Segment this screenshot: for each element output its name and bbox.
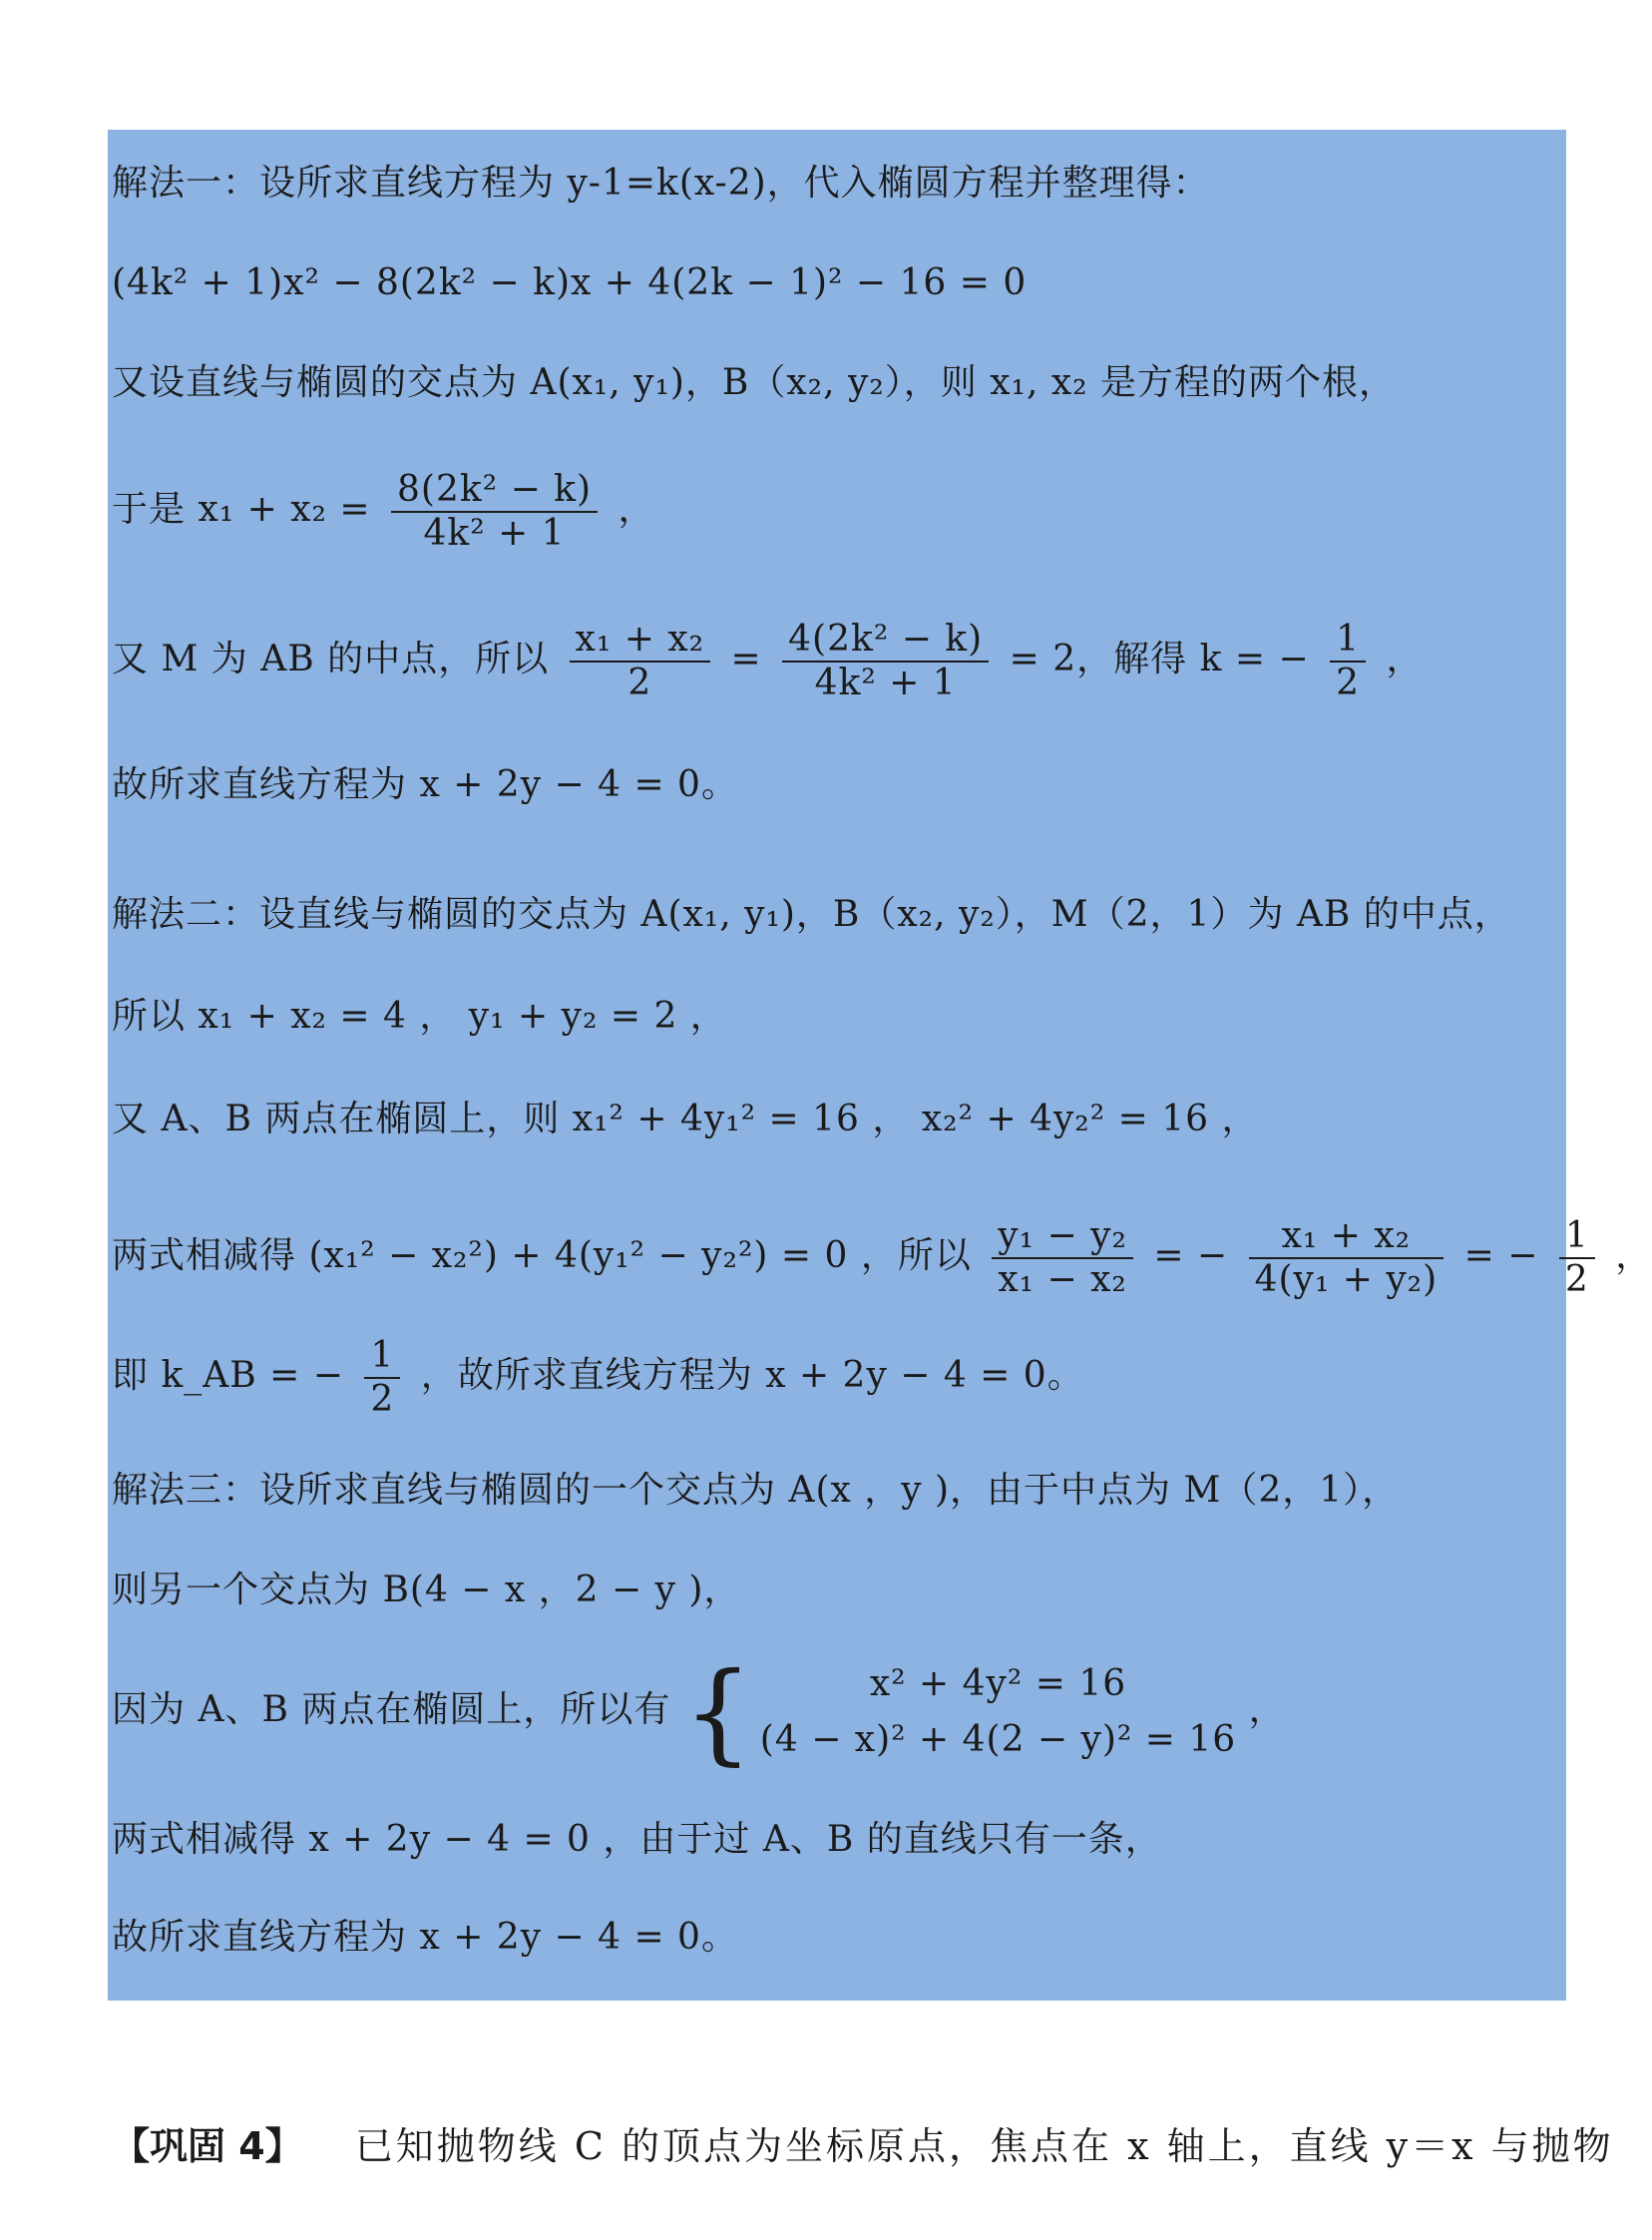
method2-on-ellipse: 又 A、B 两点在椭圆上，则 x₁² + 4y₁² = 16 ， x₂² + 4y₂² = 16 ， — [112, 1099, 1259, 1139]
fraction — [364, 1335, 400, 1421]
denominator: 2 — [370, 1379, 395, 1420]
system-row: x² + 4y² = 16 — [869, 1663, 1127, 1704]
text-suffix: ，故所求直线方程为 x + 2y − 4 = 0。 — [420, 1355, 1084, 1396]
fraction — [782, 619, 989, 704]
consolidate-text: 已知抛物线 C 的顶点为坐标原点，焦点在 x 轴上，直线 y＝x 与抛物 — [354, 2124, 1614, 2168]
method1-quadratic-equation: (4k² + 1)x² − 8(2k² − k)x + 4(2k − 1)² − 16 = 0 — [112, 262, 1028, 303]
fraction — [1330, 619, 1366, 704]
text-prefix: 因为 A、B 两点在椭圆上，所以有 — [112, 1689, 671, 1730]
method1-sum-of-roots — [112, 469, 655, 555]
text-prefix: 即 k_AB = − — [112, 1355, 344, 1396]
denominator: 4k² + 1 — [423, 513, 566, 554]
fraction — [992, 1215, 1133, 1301]
text-mid: = 2，解得 k = − — [1009, 639, 1310, 679]
denominator: 4(y₁ + y₂) — [1254, 1259, 1439, 1300]
method1-intro: 解法一：设所求直线方程为 y-1=k(x-2)，代入椭圆方程并整理得： — [112, 163, 1210, 204]
fraction — [570, 619, 711, 704]
method3-result: 故所求直线方程为 x + 2y − 4 = 0。 — [112, 1917, 738, 1958]
method3-other-point: 则另一个交点为 B(4 − x ，2 − y )， — [112, 1569, 741, 1610]
equals: = − — [1463, 1235, 1539, 1276]
left-brace: { — [682, 1648, 754, 1776]
system-rows — [760, 1656, 1236, 1768]
text-suffix: ， — [1386, 639, 1424, 679]
denominator: 2 — [627, 663, 652, 703]
denominator: 2 — [1564, 1259, 1589, 1300]
numerator: 1 — [1336, 619, 1360, 660]
text-suffix: ， — [1248, 1689, 1286, 1730]
fraction — [391, 469, 598, 555]
denominator: 2 — [1336, 663, 1360, 703]
method1-midpoint-equation — [112, 619, 1423, 704]
method1-roots-statement: 又设直线与椭圆的交点为 A(x₁, y₁)，B（x₂, y₂），则 x₁, x₂ 是方程的两个根， — [112, 362, 1397, 403]
numerator: 4(2k² − k) — [788, 619, 984, 660]
numerator: 1 — [370, 1335, 395, 1376]
equation-system — [682, 1648, 1237, 1776]
denominator: 4k² + 1 — [814, 663, 957, 703]
method2-intro: 解法二：设直线与椭圆的交点为 A(x₁, y₁)，B（x₂, y₂），M（2，1）为 AB 的中点， — [112, 894, 1511, 935]
text-suffix: ， — [618, 489, 655, 530]
method1-result: 故所求直线方程为 x + 2y − 4 = 0。 — [112, 764, 738, 805]
fraction — [1249, 1215, 1445, 1301]
method3-system — [112, 1648, 1286, 1776]
text-prefix: 两式相减得 (x₁² − x₂²) + 4(y₁² − y₂²) = 0 ，所以 — [112, 1235, 972, 1276]
numerator: 1 — [1564, 1215, 1589, 1256]
numerator: 8(2k² − k) — [397, 469, 593, 510]
text-suffix: ， — [1615, 1235, 1652, 1276]
numerator: x₁ + x₂ — [1281, 1215, 1412, 1256]
numerator: x₁ + x₂ — [575, 619, 705, 660]
text-prefix: 于是 x₁ + x₂ = — [112, 489, 371, 530]
system-row: (4 − x)² + 4(2 − y)² = 16 — [759, 1719, 1237, 1760]
denominator: x₁ − x₂ — [998, 1259, 1127, 1300]
method2-sums: 所以 x₁ + x₂ = 4 ， y₁ + y₂ = 2 ， — [112, 996, 727, 1037]
method3-subtraction: 两式相减得 x + 2y − 4 = 0 ，由于过 A、B 的直线只有一条， — [112, 1819, 1162, 1860]
consolidate-problem — [112, 2115, 1614, 2170]
text-prefix: 又 M 为 AB 的中点，所以 — [112, 639, 550, 679]
consolidate-tag: 【巩固 4】 — [112, 2124, 303, 2168]
method2-slope — [112, 1335, 1084, 1421]
equals: = — [730, 639, 762, 679]
equals: = − — [1153, 1235, 1229, 1276]
fraction — [1559, 1215, 1595, 1301]
method3-intro: 解法三：设所求直线与椭圆的一个交点为 A(x ，y )，由于中点为 M（2，1）， — [112, 1470, 1400, 1511]
numerator: y₁ − y₂ — [998, 1215, 1127, 1256]
method2-subtraction — [112, 1215, 1652, 1301]
